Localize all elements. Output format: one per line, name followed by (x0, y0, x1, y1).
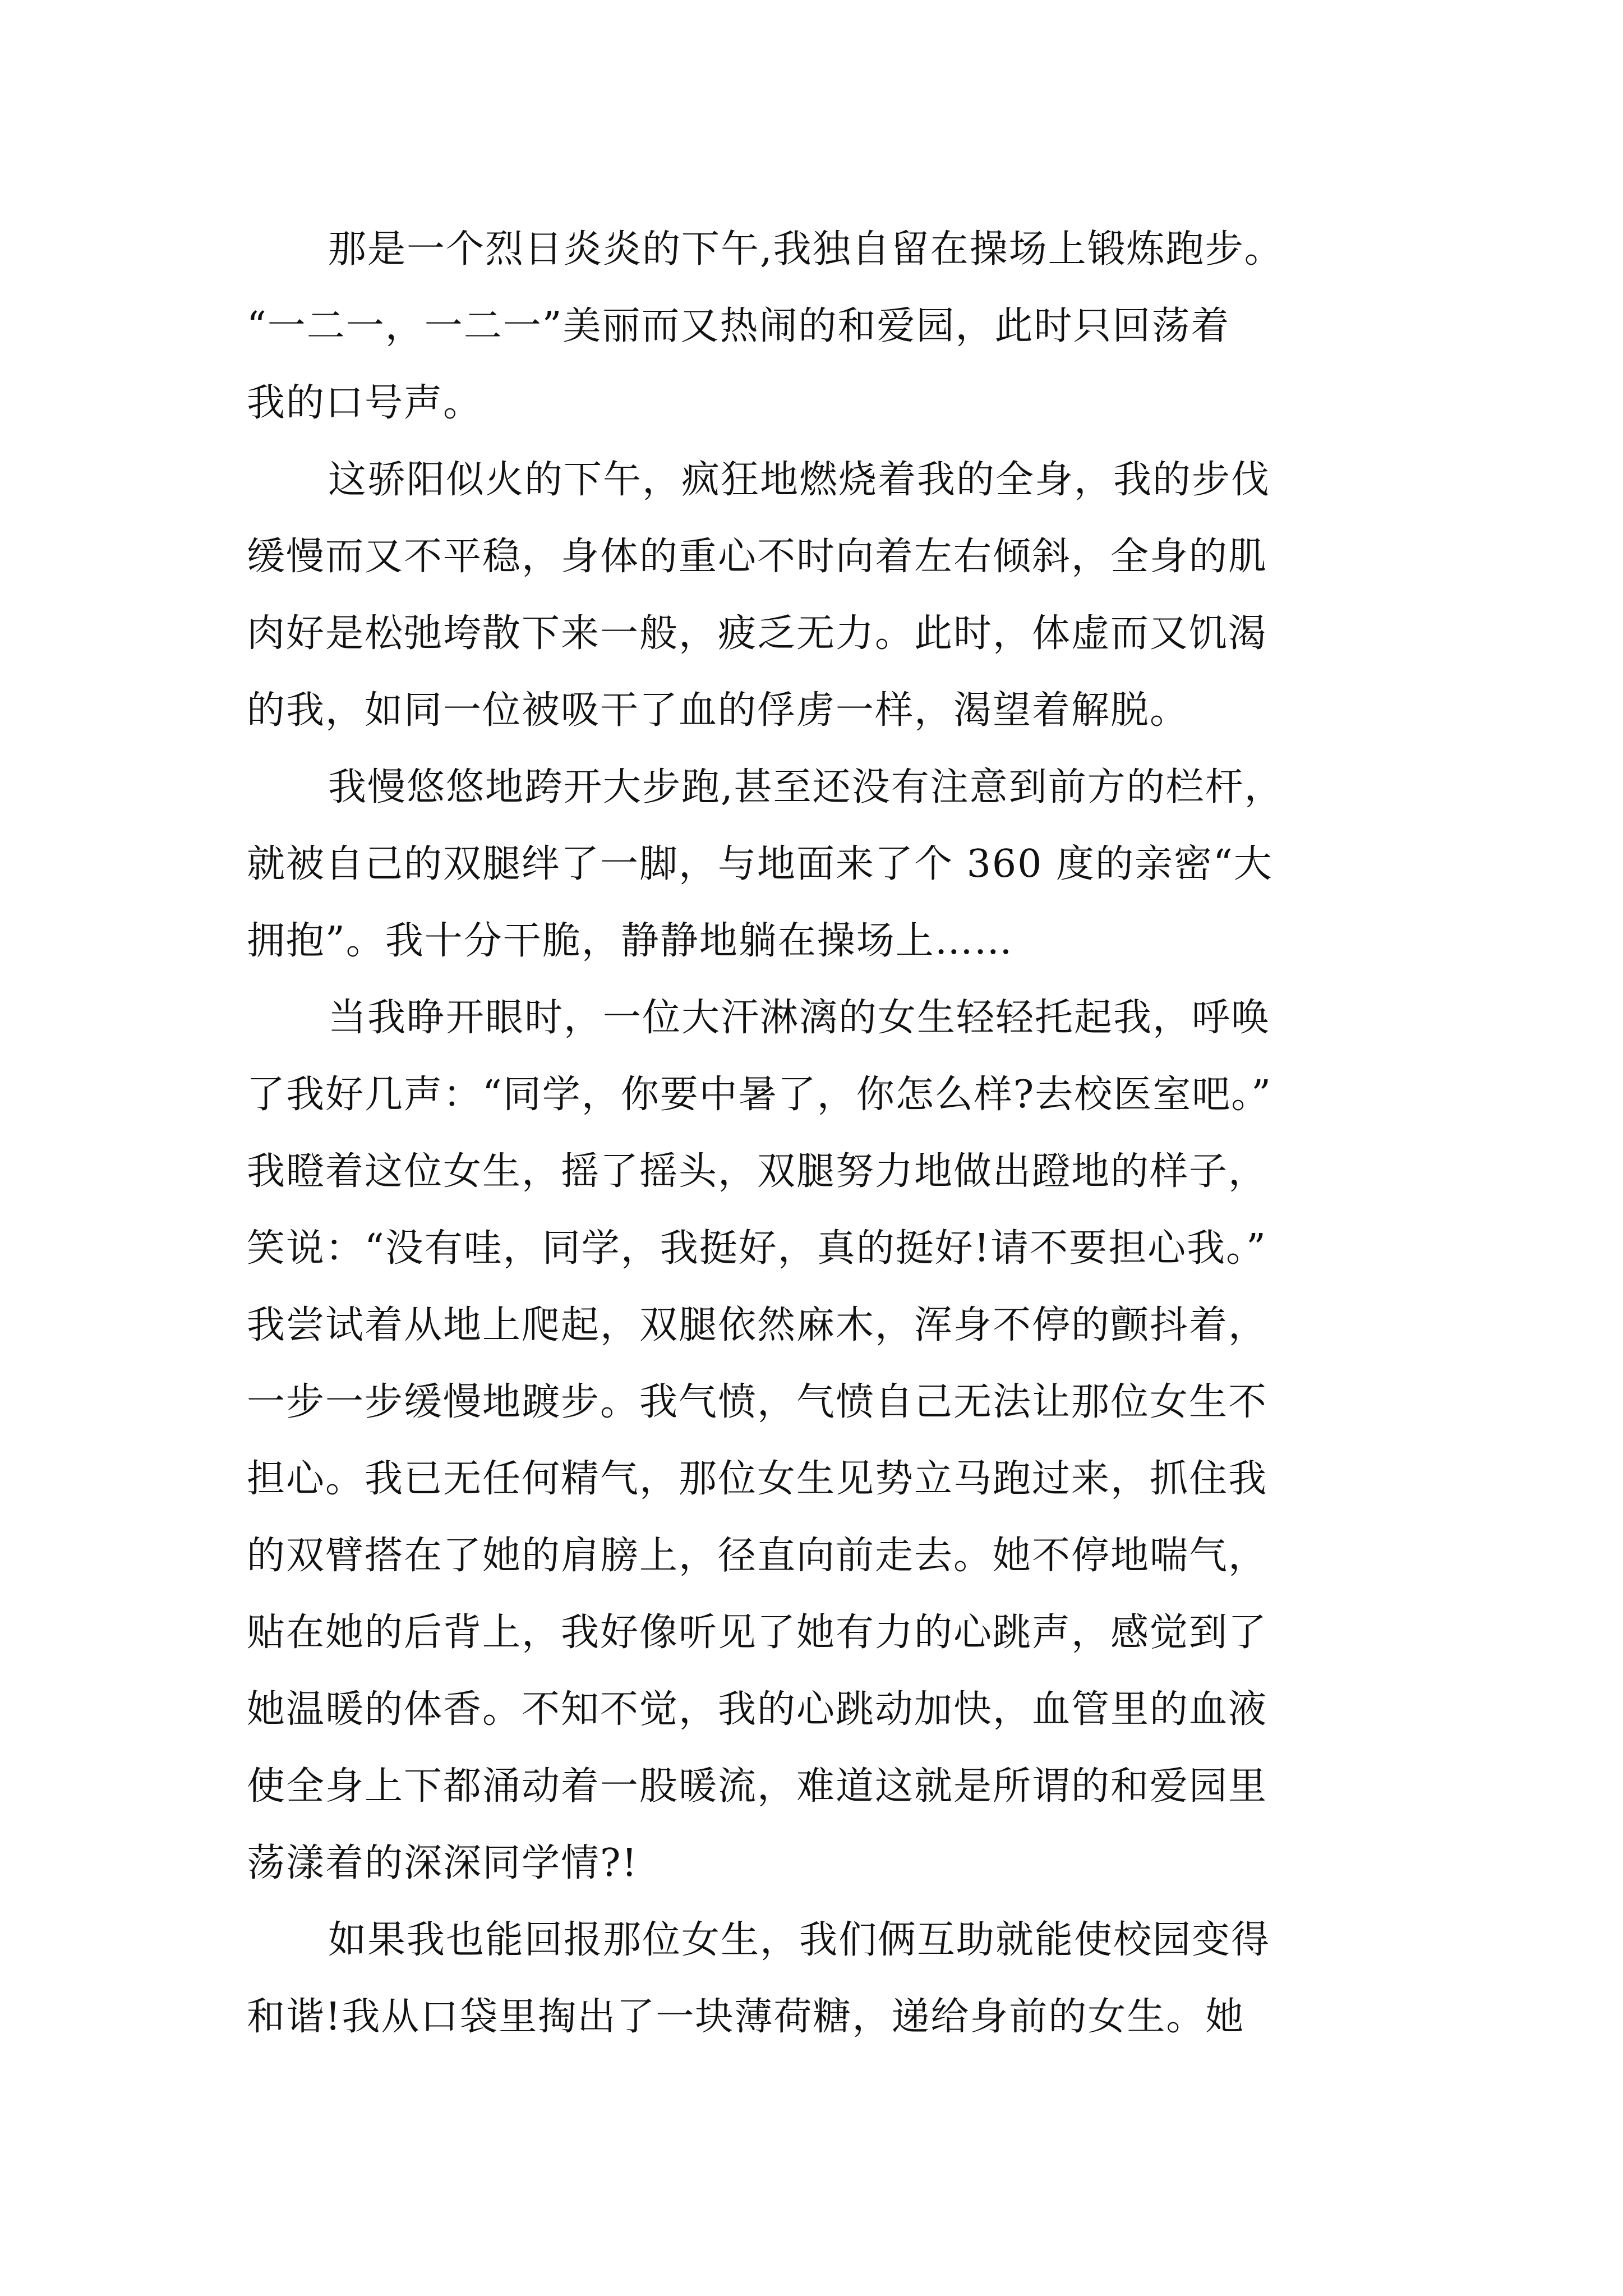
text-line: 我的口号声。 (247, 381, 483, 425)
text-line: 肉好是松弛垮散下来一般，疲乏无力。此时，体虚而又饥渴 (247, 611, 1268, 656)
text-line: 贴在她的后背上，我好像听见了她有力的心跳声，感觉到了 (247, 1611, 1268, 1655)
paragraph-4 (247, 979, 1413, 1902)
text-line: 如果我也能回报那位女生，我们俩互助就能使校园变得 (328, 1918, 1271, 1962)
text-line: 一步一步缓慢地踱步。我气愤，气愤自己无法让那位女生不 (247, 1380, 1268, 1424)
paragraph-1 (247, 211, 1413, 441)
text-line: 她温暖的体香。不知不觉，我的心跳动加快，血管里的血液 (247, 1687, 1268, 1732)
text-line: 缓慢而又不平稳，身体的重心不时向着左右倾斜，全身的肌 (247, 535, 1268, 579)
text-line: 拥抱”。我十分干脆，静静地躺在操场上…… (247, 919, 1013, 963)
text-line: 笑说：“没有哇，同学，我挺好，真的挺好!请不要担心我。” (247, 1226, 1267, 1271)
text-line: 的我，如同一位被吸干了血的俘虏一样，渴望着解脱。 (247, 688, 1189, 733)
text-line: 的双臂搭在了她的肩膀上，径直向前走去。她不停地喘气， (247, 1534, 1268, 1578)
text-line: 这骄阳似火的下午，疯狂地燃烧着我的全身，我的步伐 (328, 458, 1271, 502)
document-body (247, 211, 1413, 2055)
text-line: 了我好几声：“同学，你要中暑了，你怎么样?去校医室吧。” (247, 1073, 1272, 1117)
text-line: 我瞪着这位女生，摇了摇头，双腿努力地做出蹬地的样子， (247, 1149, 1268, 1194)
text-line: 我慢悠悠地跨开大步跑,甚至还没有注意到前方的栏杆， (328, 765, 1284, 809)
paragraph-3 (247, 749, 1413, 979)
text-line: 担心。我已无任何精气，那位女生见势立马跑过来，抓住我 (247, 1457, 1268, 1501)
text-line: 我尝试着从地上爬起，双腿依然麻木，浑身不停的颤抖着， (247, 1303, 1268, 1347)
text-line: 就被自己的双腿绊了一脚，与地面来了个 360 度的亲密“大 (247, 842, 1273, 886)
text-line: 那是一个烈日炎炎的下午,我独自留在操场上锻炼跑步。 (328, 227, 1284, 272)
text-line: 荡漾着的深深同学情?! (247, 1841, 638, 1885)
paragraph-5 (247, 1902, 1413, 2055)
text-line: 使全身上下都涌动着一股暖流，难道这就是所谓的和爱园里 (247, 1764, 1268, 1809)
text-line: 当我睁开眼时，一位大汗淋漓的女生轻轻托起我，呼唤 (328, 996, 1271, 1040)
paragraph-2 (247, 441, 1413, 749)
text-line: “一二一，一二一”美丽而又热闹的和爱园，此时只回荡着 (247, 304, 1230, 348)
text-line: 和谐!我从口袋里掏出了一块薄荷糖，递给身前的女生。她 (247, 1995, 1245, 2039)
